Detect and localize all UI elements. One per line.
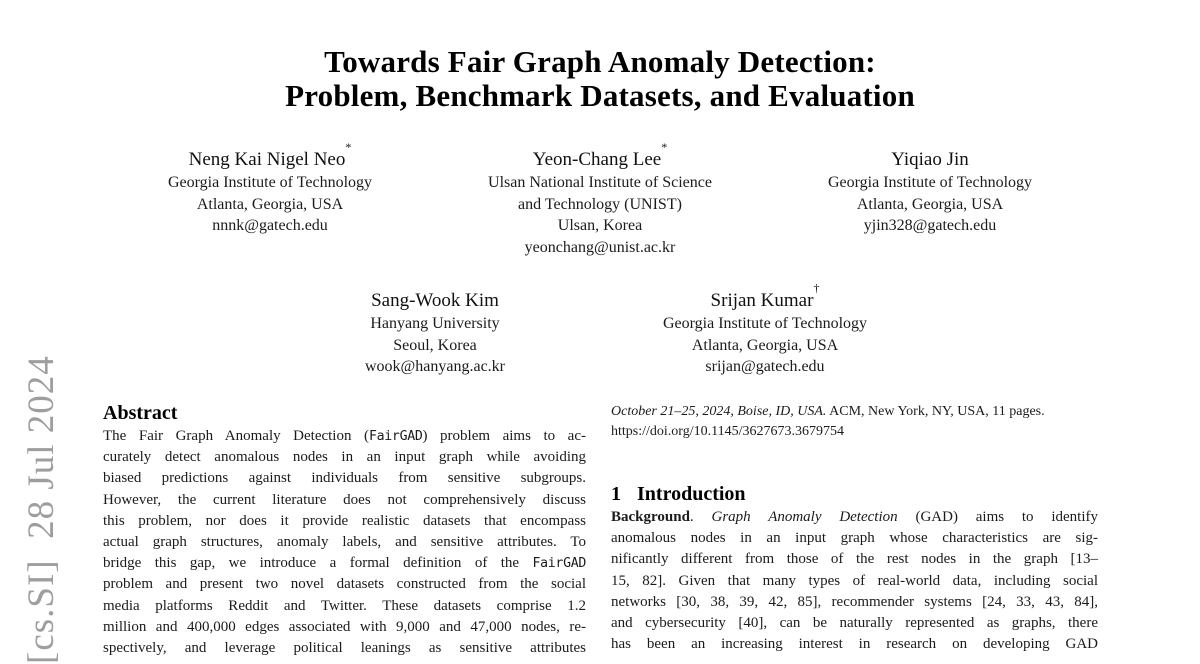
text-line: bridge this gap, we introduce a formal definition of the FairGAD (103, 555, 586, 572)
author-affiliation (765, 172, 1095, 237)
right-column (611, 402, 1098, 655)
author-name: Yeon-Chang Lee* (532, 139, 668, 170)
text-line: Ulsan National Institute of Science (488, 174, 712, 191)
text-line: curately detect anomalous nodes in an input graph while avoiding (103, 449, 586, 466)
text-line: media platforms Reddit and Twitter. These datasets comprise 1.2 (103, 597, 586, 614)
left-column (103, 402, 586, 659)
author-block-neo (105, 139, 435, 258)
abstract-heading: Abstract (103, 402, 178, 424)
author-affiliation (105, 172, 435, 237)
text-line: biased predictions against individuals from sensitive subgroups. (103, 470, 586, 487)
text-line: actual graph structures, anomaly labels, and sensitive attributes. To (103, 534, 586, 551)
text-line: problem and present two novel datasets constructed from the social (103, 576, 586, 593)
text-line: Atlanta, Georgia, USA (691, 336, 839, 354)
author-block-jin (765, 147, 1095, 258)
section-heading-introduction (611, 483, 1098, 505)
text-line: nnnk@gatech.edu (212, 217, 328, 234)
author-affiliation (270, 313, 600, 378)
text-line: Atlanta, Georgia, USA (856, 195, 1004, 213)
section-title: Introduction (637, 483, 746, 505)
text-line: 15, 82]. Given that many types of real-world data, including social (611, 572, 1098, 589)
paper-title (0, 45, 1200, 113)
author-name: Srijan Kumar† (710, 280, 820, 311)
authors-row-2 (0, 280, 1200, 378)
author-affiliation (600, 313, 930, 378)
text-line: yjin328@gatech.edu (863, 217, 997, 234)
section-number: 1 (611, 483, 621, 505)
text-line: and Technology (UNIST) (518, 195, 682, 213)
text-line: Seoul, Korea (393, 336, 477, 354)
text-line: wook@hanyang.ac.kr (364, 358, 506, 375)
text-line: However, the current literature does not comprehensively discuss (103, 491, 586, 508)
text-line: yeonchang@unist.ac.kr (524, 238, 676, 256)
text-line: srijan@gatech.edu (705, 358, 825, 375)
acm-reference-block (611, 402, 1098, 441)
arxiv-stamp: [cs.SI] 28 Jul 2024 (21, 355, 62, 664)
text-line: spectively, and leverage political leanings as sensitive attributes (103, 640, 586, 657)
text-line: and cybersecurity [40], can be naturally represented as graphs, there (611, 615, 1098, 632)
text-line: this problem, nor does it provide realistic datasets that encompass (103, 512, 586, 529)
author-footnote-mark: † (813, 280, 820, 295)
text-line: Hanyang University (370, 315, 500, 332)
text-line: networks [30, 38, 39, 42, 85], recommender systems [24, 33, 43, 84], (611, 593, 1098, 610)
text-line: million and 400,000 edges associated with 9,000 and 47,000 nodes, re- (103, 618, 586, 635)
abstract-text (103, 426, 586, 659)
text-line: Ulsan, Korea (557, 217, 643, 234)
doi-link[interactable]: https://doi.org/10.1145/3627673.3679754 (611, 423, 844, 439)
text-line: Background. Graph Anomaly Detection (GAD) aims to identify (611, 509, 1099, 525)
text-line: Georgia Institute of Technology (662, 315, 868, 332)
text-line: Georgia Institute of Technology (827, 174, 1033, 191)
author-block-lee (435, 139, 765, 258)
text-line: Atlanta, Georgia, USA (196, 195, 344, 213)
author-footnote-mark: * (345, 139, 352, 154)
text-line: nificantly different from those of the rest nodes in the graph [13– (611, 551, 1098, 568)
author-block-kumar (600, 280, 930, 378)
author-footnote-mark: * (661, 139, 668, 154)
paper-title-line1: Towards Fair Graph Anomaly Detection: (324, 44, 876, 79)
author-affiliation (435, 172, 765, 258)
paper-title-line2: Problem, Benchmark Datasets, and Evaluation (285, 78, 915, 113)
text-line: The Fair Graph Anomaly Detection (FairGAD) problem aims to ac- (103, 428, 586, 444)
author-name: Yiqiao Jin (891, 149, 969, 170)
conference-citation: October 21–25, 2024, Boise, ID, USA. ACM, New York, NY, USA, 11 pages. (611, 404, 1045, 419)
author-block-kim (270, 288, 600, 378)
authors-row-1 (0, 139, 1200, 258)
text-line: has been an increasing interest in research on developing GAD (611, 636, 1098, 653)
author-name: Neng Kai Nigel Neo* (188, 139, 352, 170)
text-line: anomalous nodes in an input graph whose characteristics are sig- (611, 530, 1098, 547)
text-line: Georgia Institute of Technology (167, 174, 373, 191)
author-name: Sang-Wook Kim (371, 290, 499, 311)
introduction-text (611, 507, 1098, 655)
